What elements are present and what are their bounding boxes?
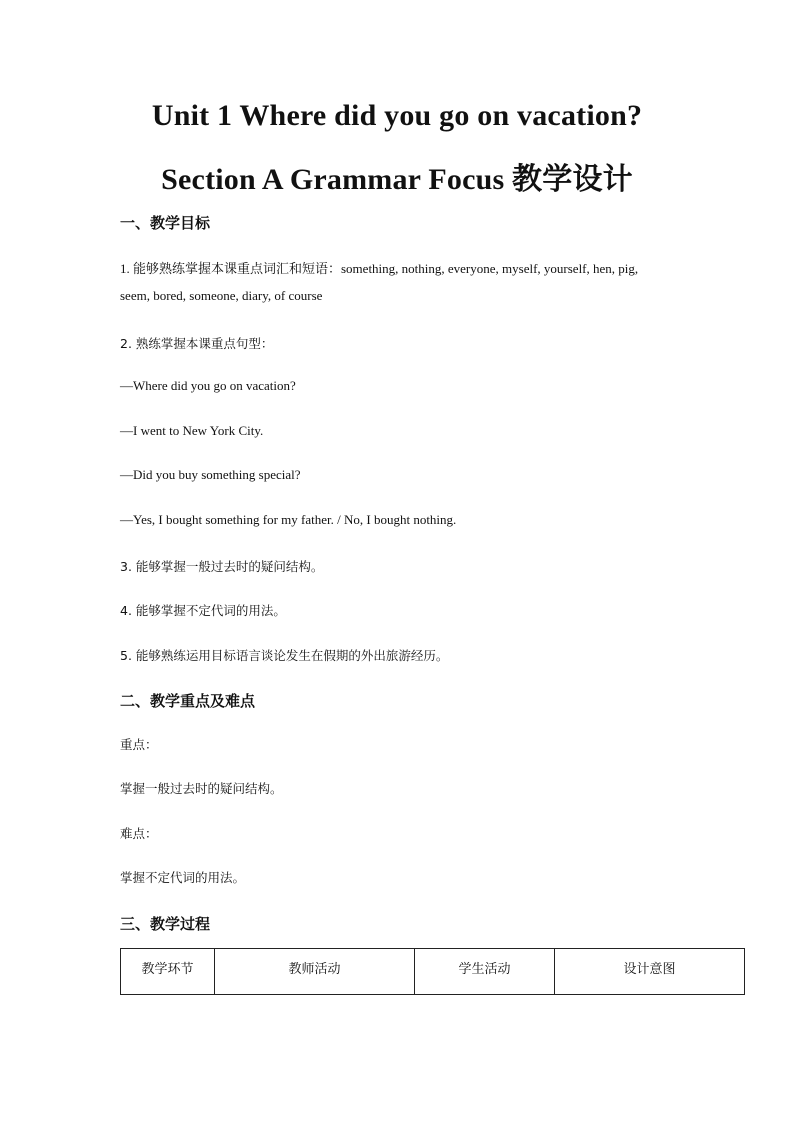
dialog-line-3: —Did you buy something special? (120, 467, 301, 482)
objective-3: 3. 能够掌握一般过去时的疑问结构。 (120, 559, 324, 574)
section-heading-process: 三、教学过程 (120, 915, 211, 933)
key-point-label: 重点： (120, 737, 158, 752)
table-header-row (121, 949, 745, 995)
key-point-text: 掌握一般过去时的疑问结构。 (120, 781, 283, 796)
table-header-teacher-activity: 教师活动 (215, 949, 415, 995)
section-heading-objectives: 一、教学目标 (120, 214, 211, 232)
objective-4: 4. 能够掌握不定代词的用法。 (120, 603, 286, 618)
dialog-line-1: —Where did you go on vacation? (120, 378, 296, 393)
objective-1-line-1: 1. 能够熟练掌握本课重点词汇和短语：something, nothing, everyone, myself, yourself, hen, pig, (120, 261, 639, 276)
document-subtitle: Section A Grammar Focus 教学设计 (161, 163, 633, 196)
table-header-student-activity: 学生活动 (415, 949, 555, 995)
table-header-stage: 教学环节 (121, 949, 215, 995)
difficult-point-label: 难点： (120, 826, 158, 841)
section-heading-key-points: 二、教学重点及难点 (120, 692, 256, 710)
document-title: Unit 1 Where did you go on vacation? (151, 99, 643, 132)
table-header-design-intent: 设计意图 (555, 949, 745, 995)
teaching-process-table (120, 948, 745, 995)
objective-2: 2. 熟练掌握本课重点句型： (120, 336, 274, 351)
dialog-line-4: —Yes, I bought something for my father. / No, I bought nothing. (120, 512, 457, 527)
dialog-line-2: —I went to New York City. (120, 423, 264, 438)
objective-1-line-2: seem, bored, someone, diary, of course (120, 288, 323, 303)
objective-5: 5. 能够熟练运用目标语言谈论发生在假期的外出旅游经历。 (120, 648, 449, 663)
difficult-point-text: 掌握不定代词的用法。 (120, 870, 246, 885)
